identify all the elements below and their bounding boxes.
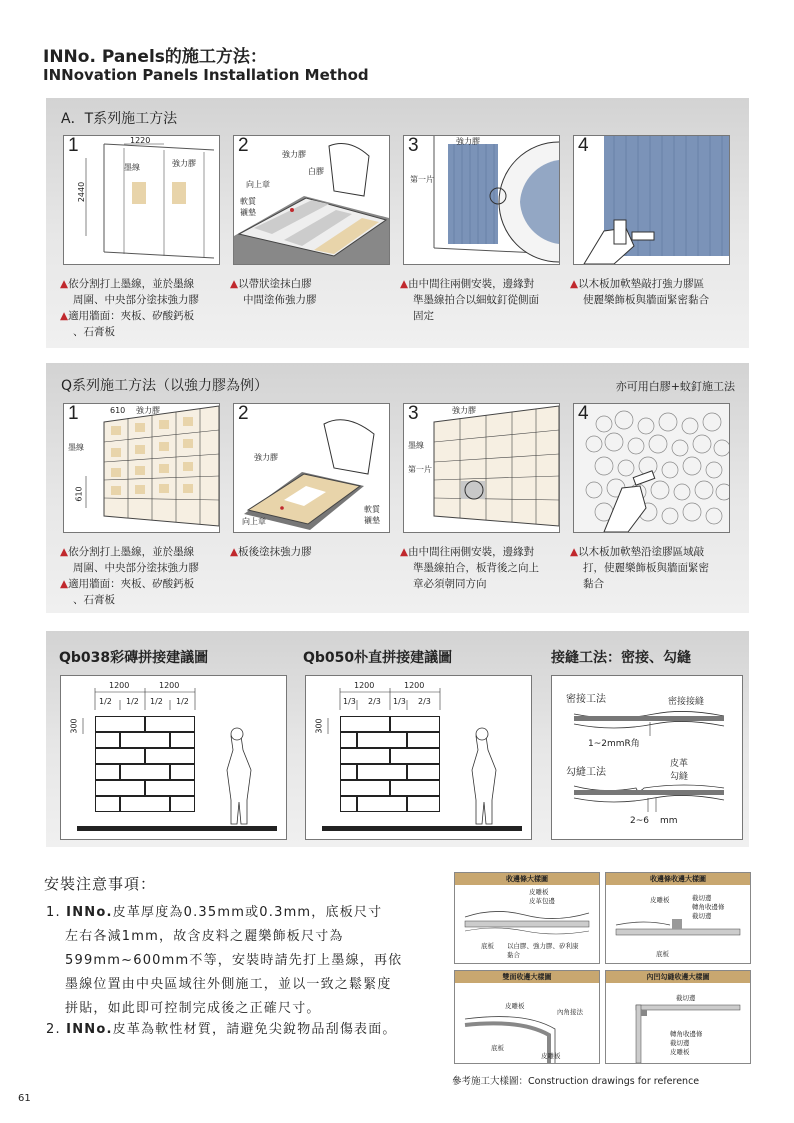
glue-label: 強力膠 [254,453,278,462]
page-number: 61 [18,1093,31,1104]
triangle-bullet-icon: ▲ [230,546,239,558]
brick [145,780,195,796]
brick [120,732,170,748]
fraction-label: 2/3 [368,697,381,706]
step-a4-caption: ▲以木板加軟墊敲打強力膠區 使麗樂飾板與牆面緊密黏合 [570,278,709,306]
fraction-label: 2/3 [418,697,431,706]
step-a1-illustration [63,135,220,265]
glue-label: 強力膠 [136,406,160,415]
brick [95,716,145,732]
brick [340,796,357,812]
brick [407,732,440,748]
step-number: 2 [238,403,249,424]
width-1200-label: 1200 [404,681,425,690]
fraction-label: 1/2 [176,697,189,706]
note-1: 1. INNo.皮革厚度為0.35mm或0.3mm，底板尺寸 左右各減1mm，故含皮料之麗樂飾板尺寸為 599mm~600mm不等，安裝時請先打上墨線，再依 墨線位置由中央區域往外側施工，並以一致之鬆緊度 拼貼，如此即可控制完成後之正確尺寸。 [46,905,403,1016]
brick [407,796,440,812]
joint-methods-diagram [551,675,743,840]
brick [340,748,390,764]
step-number: 2 [238,135,249,156]
height-300-label: 300 [69,718,79,734]
brick [340,732,357,748]
brick [390,748,440,764]
step-q2-caption: ▲板後塗抹強力膠 [230,546,312,558]
brick [95,796,120,812]
ink-line-label: 墨線 [68,443,84,452]
leather-label: 皮革 [670,759,689,769]
step-q3-caption: ▲由中間往兩側安裝，邊緣對 準墨線拍合，板背後之向上 章必須朝同方向 [400,546,539,590]
brick [340,780,390,796]
face-up-label: 向上章 [246,180,270,189]
brick [390,780,440,796]
brick [340,764,357,780]
face-up-label: 向上章 [242,517,266,526]
brick [170,764,195,780]
tight-joint-method-label: 密接工法 [566,694,606,705]
detail-double-edge: 雙面收邊大樣圖 皮雕板 內角接法 底板 皮雕板 [454,970,600,1064]
brick [340,716,390,732]
step-q4-caption: ▲以木板加軟墊沿塗膠區域敲 打，使麗樂飾板與牆面緊密 黏合 [570,546,709,590]
dim-width-label: 610 [110,406,126,415]
brick [357,732,407,748]
step-a2-illustration [233,135,390,265]
triangle-bullet-icon: ▲ [570,546,579,558]
step-number: 4 [578,403,589,424]
step-number: 3 [408,403,419,424]
brick [120,796,170,812]
glue-label: 強力膠 [456,137,480,146]
brick [390,716,440,732]
triangle-bullet-icon: ▲ [60,278,69,290]
brick [145,748,195,764]
width-1200-label: 1200 [159,681,180,690]
gap-value-label: 2~6 [630,816,649,826]
section-q [46,363,749,613]
glue-label: 強力膠 [282,150,306,159]
step-q4-illustration [573,403,730,533]
fraction-label: 1/2 [150,697,163,706]
brick [407,764,440,780]
triangle-bullet-icon: ▲ [570,278,579,290]
brick [170,732,195,748]
first-panel-label: 第一片 [408,465,432,474]
width-1200-label: 1200 [109,681,130,690]
step-q3-illustration [403,403,560,533]
ink-line-label: 墨線 [124,163,140,172]
joint-title-qb038: Qb038彩磚拼接建議圖 [59,650,209,666]
joint-title-qb050: Qb050朴直拼接建議圖 [303,650,453,666]
detail-edge-strip: 收邊條大樣圖 皮雕板 皮革包邊 底板 以白膠、強力膠、矽利康 黏合 [454,872,600,964]
triangle-bullet-icon: ▲ [400,278,409,290]
brick [95,764,120,780]
notes-title: 安裝注意事項： [44,875,157,893]
brick [95,732,120,748]
tight-joint-label: 密接接縫 [668,697,705,707]
triangle-bullet-icon: ▲ [400,546,409,558]
triangle-bullet-icon: ▲ [230,278,239,290]
triangle-bullet-icon: ▲ [60,578,69,590]
step-q1-illustration [63,403,220,533]
brick [170,796,195,812]
ink-line-label: 墨線 [408,441,424,450]
qb050-layout-diagram [305,675,532,840]
detail-caption: 參考施工大樣圖：Construction drawings for reference [452,1076,700,1087]
detail-edge-strip-finish: 收邊條收邊大樣圖 皮雕板 截切邊 轉角收邊條 截切邊 底板 [605,872,751,964]
detail-recessed-groove: 內凹勾縫收邊大樣圖 截切邊 轉角收邊條 截切邊 皮雕板 [605,970,751,1064]
dim-width-label: 1220 [130,136,151,145]
fraction-label: 1/3 [343,697,356,706]
brick [120,764,170,780]
page-title-zh: INNo. Panels的施工方法： [43,47,267,67]
step-a2-caption: ▲以帶狀塗抹白膠 中間塗佈強力膠 [230,278,317,306]
brick [145,716,195,732]
step-q2-illustration [233,403,390,533]
brick [95,748,145,764]
note-2: 2. INNo.皮革為軟性材質，請避免尖銳物品刮傷表面。 [46,1022,397,1037]
white-glue-label: 白膠 [308,167,324,176]
step-a1-caption: ▲依分割打上墨線，並於墨線 周圍、中央部分塗抹強力膠 ▲適用牆面：夾板、矽酸鈣板 、石膏板 [60,278,199,338]
joint-title-methods: 接縫工法：密接、勾縫 [551,650,691,666]
first-panel-label: 第一片 [410,175,434,184]
dim-height-label: 2440 [77,181,87,203]
radius-label: 1~2mmR角 [588,739,640,749]
dim-height-label: 610 [74,486,84,502]
glue-label: 強力膠 [172,159,196,168]
section-q-title: Q系列施工方法（以強力膠為例） [61,378,269,394]
brick [357,764,407,780]
step-number: 1 [68,135,79,156]
triangle-bullet-icon: ▲ [60,310,69,322]
fraction-label: 1/2 [126,697,139,706]
fraction-label: 1/2 [99,697,112,706]
glue-label: 強力膠 [452,406,476,415]
section-joints [46,631,749,847]
step-q1-caption: ▲依分割打上墨線，並於墨線 周圍、中央部分塗抹強力膠 ▲適用牆面：夾板、矽酸鈣板 、石膏板 [60,546,199,606]
height-300-label: 300 [314,718,324,734]
section-a-title: A．T系列施工方法 [61,111,178,127]
brick [357,796,407,812]
width-1200-label: 1200 [354,681,375,690]
pad-label: 軟質 襯墊 [240,197,256,217]
alt-method-note: 亦可用白膠+蚊釘施工法 [615,380,735,393]
groove-method-label: 勾縫工法 [566,767,606,778]
fraction-label: 1/3 [393,697,406,706]
step-number: 1 [68,403,79,424]
step-a4-illustration [573,135,730,265]
page-title-en: INNovation Panels Installation Method [43,66,369,84]
qb038-layout-diagram [60,675,287,840]
gap-unit-label: mm [660,816,678,826]
pad-label: 軟質 襯墊 [364,505,380,525]
triangle-bullet-icon: ▲ [60,546,69,558]
step-number: 3 [408,135,419,156]
brick [95,780,145,796]
step-a3-illustration [403,135,560,265]
section-a [46,98,749,348]
step-number: 4 [578,135,589,156]
step-a3-caption: ▲由中間往兩側安裝，邊緣對 準墨線拍合以細蚊釘從側面 固定 [400,278,539,322]
groove-label: 勾縫 [670,772,689,782]
